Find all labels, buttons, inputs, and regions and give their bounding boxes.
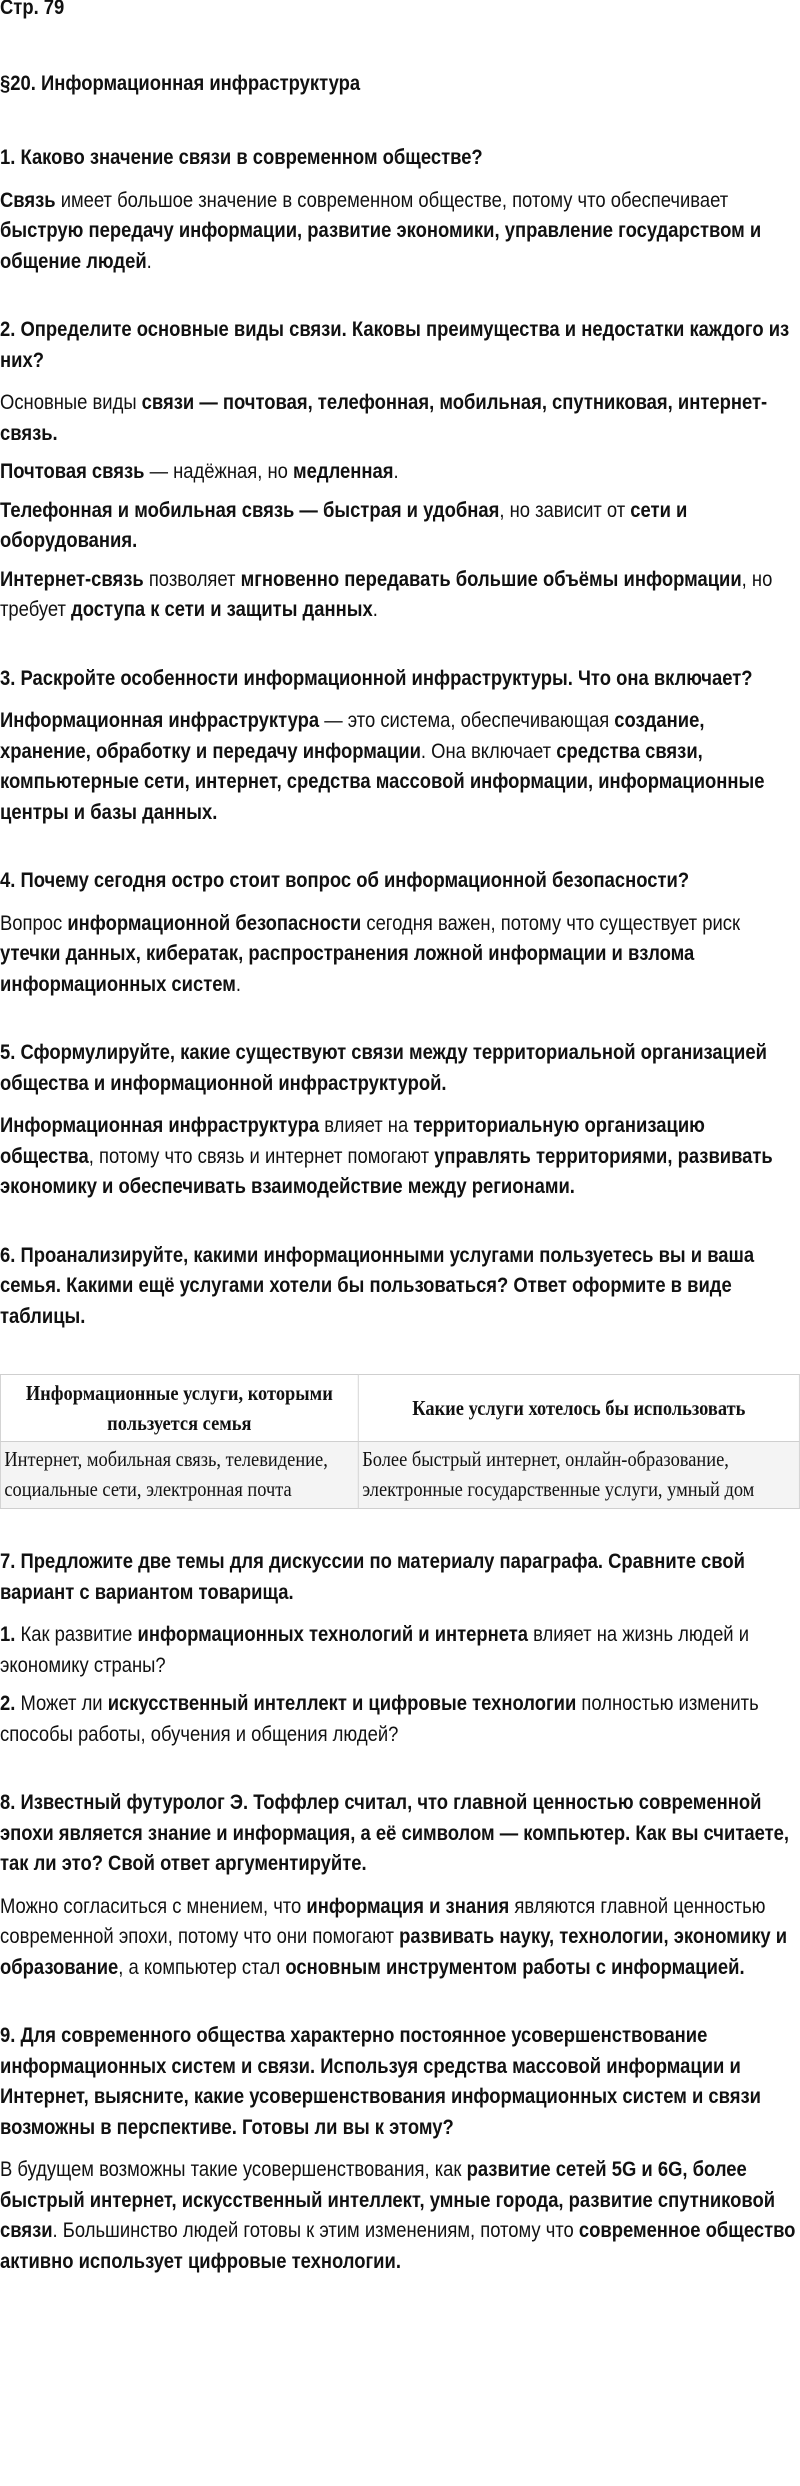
question-section [0, 315, 800, 626]
bold-text: утечки данных, кибератак, распространения ложной информации и взлома информационных систем [0, 942, 695, 996]
text: Можно согласиться с мнением, что [0, 1894, 307, 1918]
answer-paragraph [0, 706, 800, 828]
text: влияет на [319, 1114, 414, 1137]
bold-text: 2. [0, 1692, 16, 1715]
bold-text: Информационная инфраструктура [0, 709, 320, 732]
bold-text: управлять территориями, развивать экономику и обеспечивать взаимодействие между регионами. [0, 1144, 773, 1198]
answer-paragraph [0, 496, 800, 557]
text: . Большинство людей готовы к этим изменениям, потому что [52, 2219, 579, 2242]
bold-text: доступа к сети и защиты данных [71, 598, 373, 621]
table-cell: Интернет, мобильная связь, телевидение, социальные сети, электронная почта [0, 1442, 358, 1509]
text: В будущем возможны такие усовершенствования, как [0, 2158, 467, 2181]
answer-paragraph [0, 1111, 800, 1203]
question-heading: 3. Раскройте особенности информационной инфраструктуры. Что она включает? [0, 666, 753, 690]
bold-text: искусственный интеллект и цифровые технологии [107, 1692, 577, 1715]
question-heading: 1. Каково значение связи в современном обществе? [0, 146, 483, 169]
text: . Она включает [420, 739, 557, 763]
question-heading: 2. Определите основные виды связи. Каковы преимущества и недостатки каждого из них? [0, 318, 790, 372]
bold-text: Информационная инфраструктура [0, 1114, 320, 1137]
question-heading: 6. Проанализируйте, какими информационными услугами пользуетесь вы и ваша семья. Какими ещё услугами хотели бы пользоваться? Ответ оформите в виде таблицы. [0, 1243, 755, 1328]
text: являются главной ценностью современной эпохи, потому что они помогают [0, 1894, 766, 1948]
bold-text: сети и оборудования. [0, 498, 688, 552]
table-cell: Более быстрый интернет, онлайн-образование, электронные государственные услуги, умный дом [358, 1442, 799, 1509]
text: — надёжная, но [144, 460, 294, 483]
text: . [372, 598, 378, 621]
qa-sections [0, 143, 800, 2315]
answer-paragraph [0, 565, 800, 626]
text: Как развитие [15, 1623, 138, 1646]
question-section [0, 143, 800, 277]
answer-paragraph [0, 186, 800, 278]
text: влияет на жизнь людей и экономику страны? [0, 1623, 750, 1677]
text: , но зависит от [499, 498, 631, 522]
bold-text: 1. [0, 1623, 16, 1646]
bold-text: медленная [293, 460, 394, 483]
bold-text: средства связи, компьютерные сети, интернет, средства массовой информации, информационные центры и базы данных. [0, 739, 765, 824]
text: , потому что связь и интернет помогают [88, 1144, 435, 1168]
page-number: Стр. 79 [0, 0, 65, 19]
question-section [0, 664, 800, 829]
answer-paragraph [0, 388, 800, 449]
bold-text: Почтовая связь [0, 460, 145, 483]
bold-text: развивать науку, технологии, экономику и образование [0, 1925, 788, 1979]
bold-text: современное общество активно использует цифровые технологии. [0, 2219, 796, 2273]
answer-paragraph [0, 909, 800, 1001]
text: полностью изменить способы работы, обучения и общения людей? [0, 1692, 759, 1746]
question-section [0, 1038, 800, 1203]
column-header: Информационные услуги, которыми пользуется семья [0, 1375, 358, 1442]
question-section [0, 866, 800, 1000]
answer-paragraph [0, 457, 800, 488]
bold-text: основным инструментом работы с информацией. [285, 1955, 745, 1979]
bold-text: быструю передачу информации, развитие экономики, управление государством и общение людей [0, 219, 762, 273]
question-section [0, 1547, 800, 1750]
question-heading: 7. Предложите две темы для дискуссии по материалу параграфа. Сравните свой вариант с вариантом товарища. [0, 1550, 745, 1604]
question-section [0, 1241, 800, 1510]
table-row [0, 1442, 799, 1509]
bold-text: связи — почтовая, телефонная, мобильная, спутниковая, интернет-связь. [0, 391, 768, 445]
question-heading: 8. Известный футуролог Э. Тоффлер считал, что главной ценностью современной эпохи является знание и информация, а её символом — компьютер. Как вы считаете, так ли это? Свой ответ аргументируйте. [0, 1791, 789, 1875]
bold-text: территориальную организацию общества [0, 1114, 705, 1168]
text: , но требует [0, 567, 773, 621]
text: сегодня важен, потому что существует риск [361, 911, 741, 935]
bold-text: мгновенно передавать большие объёмы информации [240, 567, 742, 591]
bold-text: создание, хранение, обработку и передачу информации [0, 709, 705, 763]
answer-paragraph [0, 1689, 800, 1750]
answer-paragraph [0, 1892, 800, 1984]
column-header: Какие услуги хотелось бы использовать [358, 1375, 799, 1442]
text: Может ли [15, 1692, 108, 1715]
text: Вопрос [0, 911, 68, 935]
bold-text: Интернет-связь [0, 567, 144, 591]
bold-text: информационной безопасности [67, 911, 362, 935]
text: — это система, обеспечивающая [319, 709, 615, 732]
bold-text: Связь [0, 188, 56, 212]
text: имеет большое значение в современном обществе, потому что обеспечивает [55, 188, 729, 212]
text: , а компьютер стал [118, 1955, 286, 1979]
text: . [393, 460, 399, 483]
text: . [146, 249, 152, 273]
text: Основные виды [0, 391, 142, 414]
table-header-row [0, 1375, 799, 1442]
question-heading: 5. Сформулируйте, какие существуют связи между территориальной организацией общества и информационной инфраструктурой. [0, 1041, 767, 1095]
question-section [0, 2021, 800, 2277]
bold-text: развитие сетей 5G и 6G, более быстрый интернет, искусственный интеллект, умные города, развитие спутниковой связи [0, 2158, 776, 2242]
bold-text: информационных технологий и интернета [137, 1623, 529, 1646]
services-table [0, 1374, 800, 1509]
text: позволяет [143, 567, 241, 591]
page-title: §20. Информационная инфраструктура [0, 72, 361, 95]
question-heading: 4. Почему сегодня остро стоит вопрос об информационной безопасности? [0, 869, 690, 892]
bold-text: информация и знания [306, 1894, 510, 1918]
answer-paragraph [0, 2155, 800, 2277]
text: . [235, 972, 242, 996]
bold-text: Телефонная и мобильная связь — быстрая и удобная [0, 498, 500, 522]
question-heading: 9. Для современного общества характерно постоянное усовершенствование информационных систем и связи. Используя средства массовой информации и Интернет, выясните, какие усовершенствования информационных систем и связи возможны в перспективе. Готовы ли вы к этому? [0, 2024, 761, 2139]
question-section [0, 1788, 800, 1983]
answer-paragraph [0, 1620, 800, 1681]
